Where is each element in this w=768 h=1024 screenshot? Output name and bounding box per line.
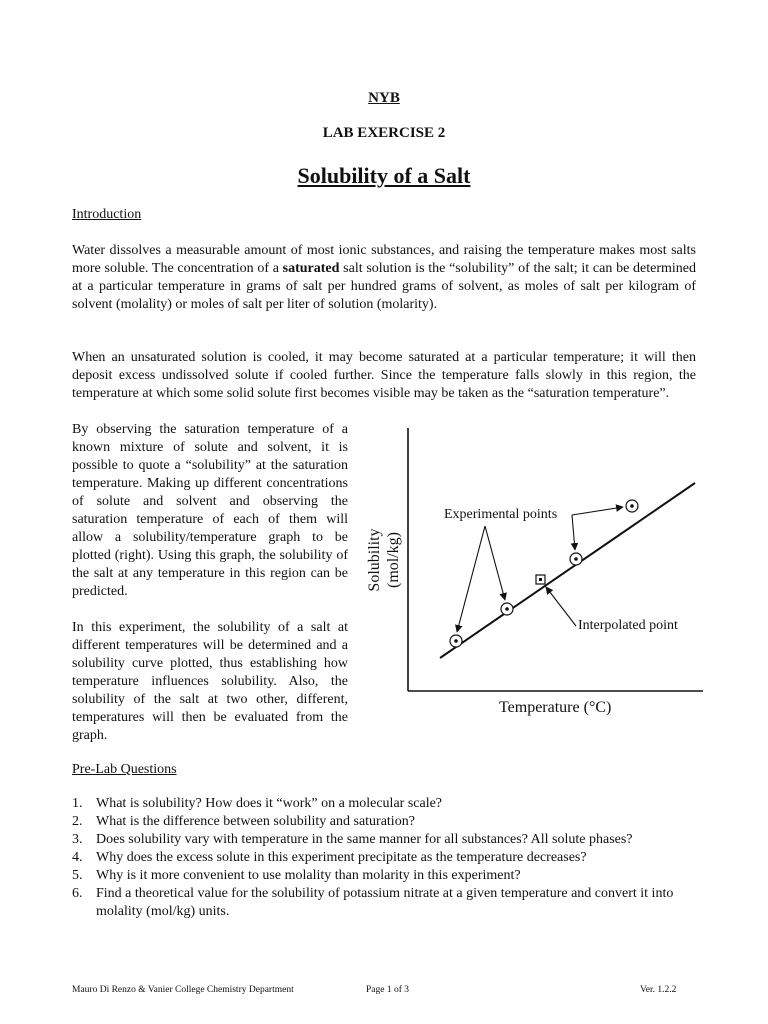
intro-p1-end: salt solution is the “solubility” of the salt; it can be determined at a particular temperature in grams of salt per hundred grams of solvent, as moles of salt per kilogram of solvent (molality) or moles of salt per liter of solution (molarity). [72, 261, 696, 312]
experimental-points-label: Experimental points [444, 507, 558, 522]
experimental-point [501, 603, 513, 615]
question-number: 3. [72, 832, 83, 847]
experimental-point [570, 553, 582, 565]
question-number: 1. [72, 796, 83, 811]
course-code: NYB [368, 90, 400, 106]
question-number: 6. [72, 886, 83, 901]
question-number: 5. [72, 868, 83, 883]
intro-paragraph-2: When an unsaturated solution is cooled, it may become saturated at a particular temperature; it will then deposit excess undissolved solute if cooled further. Since the temperature falls slowly in this region, the temperature at which some solid solute first becomes visible may be taken as the “saturation temperature”. [72, 350, 696, 401]
question-text: What is solubility? How does it “work” on a molecular scale? [96, 796, 443, 811]
question-text: Why does the excess solute in this experiment precipitate as the temperature decreases? [96, 850, 587, 865]
footer-author: Mauro Di Renzo & Vanier College Chemistry Department [72, 985, 294, 995]
page-title: Solubility of a Salt [297, 163, 471, 188]
x-axis-label: Temperature (°C) [499, 699, 612, 716]
question-text: What is the difference between solubility and saturation? [96, 814, 415, 829]
question-text: Why is it more convenient to use molality than molarity in this experiment? [96, 868, 521, 883]
interpolated-point-label: Interpolated point [578, 618, 678, 633]
list-item [72, 849, 696, 867]
introduction-heading: Introduction [72, 207, 142, 222]
lab-number: LAB EXERCISE 2 [322, 125, 446, 141]
list-item [72, 867, 696, 885]
intro-paragraph-3: By observing the saturation temperature of a known mixture of solute and solvent, it is possible to quote a “solubility” at the saturation temperature. Making up different concentrations of solute and solvent and observing the saturation temperature of each of them will allow a solubility/temperature graph to be plotted (right). Using this graph, the solubility of the salt at any temperature in this region can be predicted. [72, 422, 348, 599]
y-axis-label: Solubility [366, 528, 383, 592]
intro-paragraph-1 [72, 242, 696, 314]
saturated-term: saturated [282, 261, 340, 276]
list-item [72, 831, 696, 849]
y-axis-units: (mol/kg) [385, 532, 402, 588]
footer-page-number: Page 1 of 3 [366, 985, 410, 995]
solubility-graph [360, 418, 710, 728]
question-text: Find a theoretical value for the solubility of potassium nitrate at a given temperature and convert it into molality (mol/kg) units. [96, 886, 674, 919]
experimental-arrows [457, 507, 623, 632]
prelab-question-list [72, 795, 696, 921]
question-text: Does solubility vary with temperature in the same manner for all substances? All solute phases? [96, 832, 633, 847]
list-item [72, 795, 696, 813]
interpolated-point [536, 575, 545, 584]
experimental-point [450, 635, 462, 647]
experimental-point [626, 500, 638, 512]
question-number: 2. [72, 814, 83, 829]
list-item [72, 813, 696, 831]
list-item [72, 885, 696, 921]
question-number: 4. [72, 850, 83, 865]
intro-paragraph-4: In this experiment, the solubility of a salt at different temperatures will be determined and a solubility curve plotted, thus establishing how temperature influences solubility. Also, the solubility of the salt at two other, different, temperatures will then be evaluated from the graph. [72, 620, 348, 743]
prelab-heading: Pre-Lab Questions [72, 762, 177, 777]
footer-version: Ver. 1.2.2 [640, 985, 677, 995]
intro-p1-start: Water dissolves a measurable amount of most ionic substances, and raising the temperature makes most salts more soluble. The concentration of a [72, 243, 696, 276]
